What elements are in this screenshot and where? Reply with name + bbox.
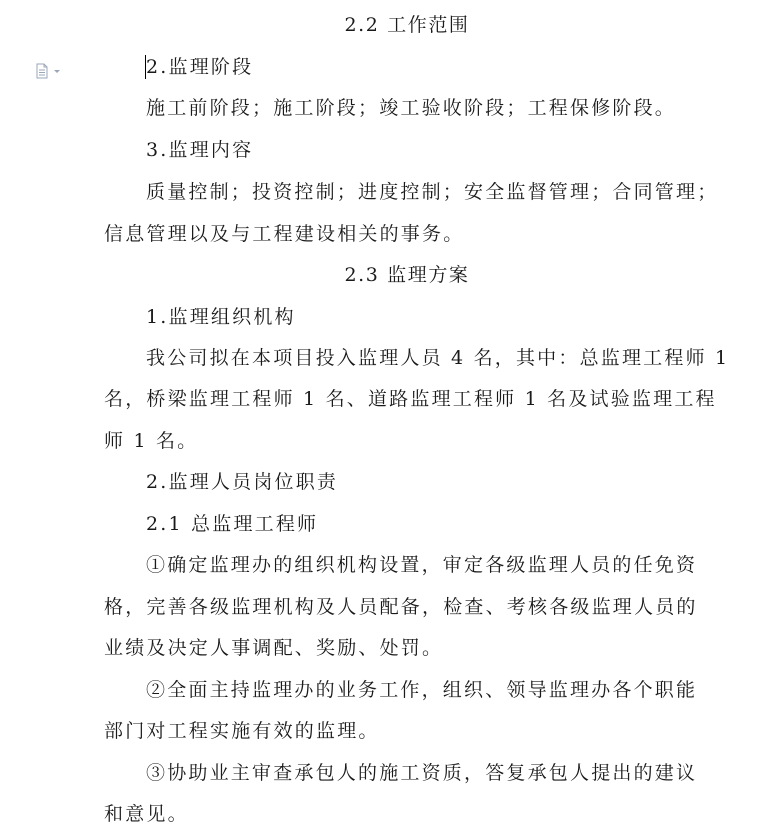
- sec2-title: 2.监理人员岗位职责: [146, 471, 339, 493]
- duty1-line3: 业绩及决定人事调配、奖励、处罚。: [104, 637, 444, 659]
- item-2-title: 2.监理阶段: [146, 56, 254, 78]
- duty3-line2: 和意见。: [104, 803, 189, 825]
- heading-2-2: 2.2 工作范围: [344, 14, 470, 36]
- paragraph-options-icon[interactable]: [35, 63, 61, 79]
- duty2-line2: 部门对工程实施有效的监理。: [104, 720, 380, 742]
- sec2-1-title: 2.1 总监理工程师: [146, 513, 319, 535]
- duty1-line2: 格，完善各级监理机构及人员配备，检查、考核各级监理人员的: [104, 596, 698, 618]
- heading-2-3: 2.3 监理方案: [344, 264, 470, 286]
- item-3-body-line1: 质量控制；投资控制；进度控制；安全监督管理；合同管理；: [146, 181, 719, 203]
- sec1-title: 1.监理组织机构: [146, 306, 296, 328]
- item-2-body: 施工前阶段；施工阶段；竣工验收阶段；工程保修阶段。: [146, 97, 677, 119]
- sec1-body-line2: 名，桥梁监理工程师 1 名、道路监理工程师 1 名及试验监理工程: [104, 388, 717, 410]
- sec1-body-line3: 师 1 名。: [104, 430, 199, 452]
- item-3-title: 3.监理内容: [146, 139, 254, 161]
- duty1-line1: ①确定监理办的组织机构设置，审定各级监理人员的任免资: [146, 554, 698, 576]
- duty2-line1: ②全面主持监理办的业务工作，组织、领导监理办各个职能: [146, 679, 698, 701]
- duty3-line1: ③协助业主审查承包人的施工资质，答复承包人提出的建议: [146, 762, 698, 784]
- sec1-body-line1: 我公司拟在本项目投入监理人员 4 名，其中：总监理工程师 1: [146, 347, 730, 369]
- item-3-body-line2: 信息管理以及与工程建设相关的事务。: [104, 223, 465, 245]
